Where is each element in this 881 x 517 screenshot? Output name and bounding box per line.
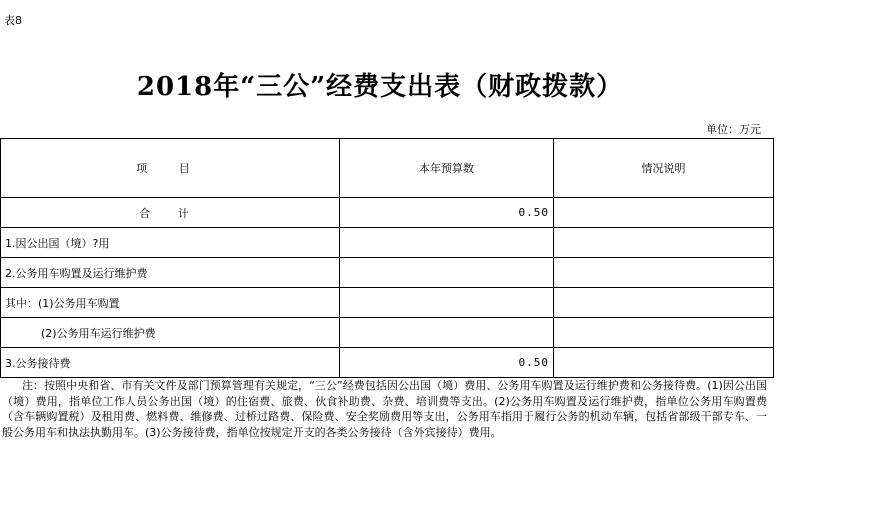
row-note [554, 288, 774, 318]
row-value [340, 258, 554, 288]
header-budget: 本年预算数 [340, 139, 554, 198]
table-row [1, 228, 774, 258]
row-value: 0.50 [340, 348, 554, 378]
sheet-label: 表8 [4, 14, 22, 27]
header-description: 情况说明 [554, 139, 774, 198]
row-value [340, 318, 554, 348]
table-row [1, 318, 774, 348]
table-row [1, 348, 774, 378]
row-label: (2)公务用车运行维护费 [1, 318, 340, 348]
row-note [554, 318, 774, 348]
row-label: 2.公务用车购置及运行维护费 [1, 258, 340, 288]
row-note [554, 228, 774, 258]
table-row [1, 258, 774, 288]
row-label: 3.公务接待费 [1, 348, 340, 378]
table-row [1, 288, 774, 318]
total-note [554, 198, 774, 228]
total-label: 合 计 [1, 198, 340, 228]
footnote: 注：按照中央和省、市有关文件及部门预算管理有关规定，“三公”经费包括因公出国（境）费用、公务用车购置及运行维护费和公务接待费。(1)因公出国（境）费用，指单位工作人员公务出国（境）的住宿费、旅费、伙食补助费、杂费、培训费等支出。(2)公务用车购置及运行维护费，指单位公务用车购置费（含车辆购置税）及租用费、燃料费、维修费、过桥过路费、保险费、安全奖励费用等支出，公务用车指用于履行公务的机动车辆，包括省部级干部专车、一般公务用车和执法执勤用车。(3)公务接待费，指单位按规定开支的各类公务接待（含外宾接待）费用。 [2, 379, 767, 439]
row-note [554, 348, 774, 378]
row-note [554, 258, 774, 288]
table-header-row [1, 139, 774, 198]
row-label: 1.因公出国（境）?用 [1, 228, 340, 258]
total-value: 0.50 [340, 198, 554, 228]
row-value [340, 288, 554, 318]
row-label: 其中：(1)公务用车购置 [1, 288, 340, 318]
header-item: 项 目 [1, 139, 340, 198]
unit-label: 单位：万元 [706, 123, 761, 136]
table-row-total [1, 198, 774, 228]
page-title: 2018年“三公”经费支出表（财政拨款） [136, 72, 624, 102]
budget-table [0, 138, 774, 378]
row-value [340, 228, 554, 258]
